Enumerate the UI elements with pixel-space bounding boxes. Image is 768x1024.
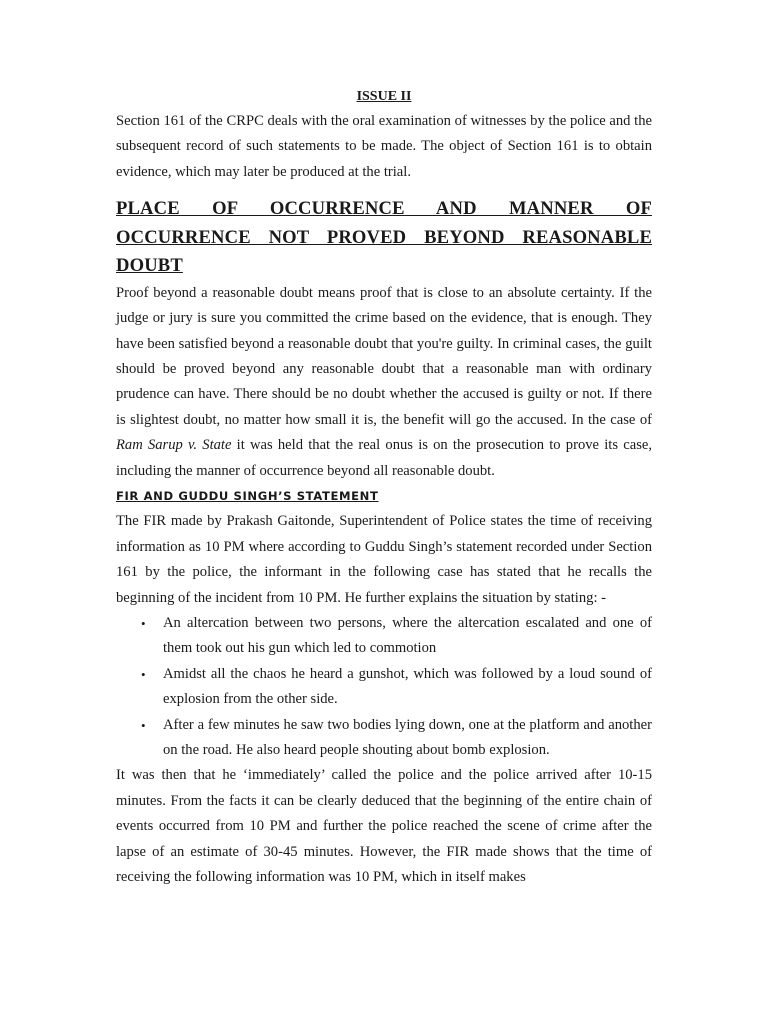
document-page — [116, 84, 652, 890]
bullet-icon: • — [141, 666, 146, 682]
fir-subheading: FIR AND GUDDU SINGH’S STATEMENT — [116, 488, 379, 503]
section-161-paragraph: Section 161 of the CRPC deals with the oral examination of witnesses by the police and the subsequent record of such statements to be made. The object of Section 161 is to obtain evidence, which may later be produced at the trial. — [116, 113, 652, 180]
bullet-icon: • — [141, 717, 146, 733]
police-arrival-paragraph: It was then that he ‘immediately’ called the police and the police arrived after 10-15 minutes. From the facts it can be clearly deduced that the beginning of the entire chain of events occurred from 10 PM and further the police reached the scene of crime after the lapse of an estimate of 30-45 minutes. However, the FIR made shows that the time of receiving the following information was 10 PM, which in itself makes — [116, 767, 652, 886]
case-citation: Ram Sarup v. State — [116, 437, 232, 454]
reasonable-doubt-paragraph — [116, 281, 652, 484]
fir-paragraph: The FIR made by Prakash Gaitonde, Superintendent of Police states the time of receiving information as 10 PM where according to Guddu Singh’s statement recorded under Section 161 by the police, the informant in the following case has stated that he recalls the beginning of the incident from 10 PM. He further explains the situation by stating: - — [116, 513, 652, 606]
events-list — [116, 611, 652, 763]
section-heading: PLACE OF OCCURRENCE AND MANNER OF OCCURRENCE NOT PROVED BEYOND REASONABLE DOUBT — [116, 198, 652, 277]
bullet-icon: • — [141, 616, 146, 631]
list-item-text: Amidst all the chaos he heard a gunshot, which was followed by a loud sound of explosion from the other side. — [163, 665, 652, 708]
list-item — [141, 662, 652, 713]
reasonable-doubt-text: Proof beyond a reasonable doubt means proof that is close to an absolute certainty. If the judge or jury is sure you committed the crime based on the evidence, that is enough. They have been satisfied beyond a reasonable doubt that you're guilty. In criminal cases, the guilt should be proved beyond any reasonable doubt that a reasonable man with ordinary prudence can have. There should be no doubt whether the accused is guilty or not. If there is slightest doubt, no matter how small it is, the benefit will go the accused. In the case of — [116, 284, 652, 428]
reasonable-doubt-text-end: it was held that the real onus is on the prosecution to prove its case, including the manner of occurrence beyond all reasonable doubt. — [116, 437, 652, 479]
list-item — [141, 611, 652, 662]
list-item-text: An altercation between two persons, where the altercation escalated and one of them took out his gun which led to commotion — [163, 615, 652, 657]
list-item-text: After a few minutes he saw two bodies lying down, one at the platform and another on the road. He also heard people shouting about bomb explosion. — [163, 716, 652, 759]
list-item — [141, 713, 652, 764]
issue-title: ISSUE II — [356, 89, 412, 104]
